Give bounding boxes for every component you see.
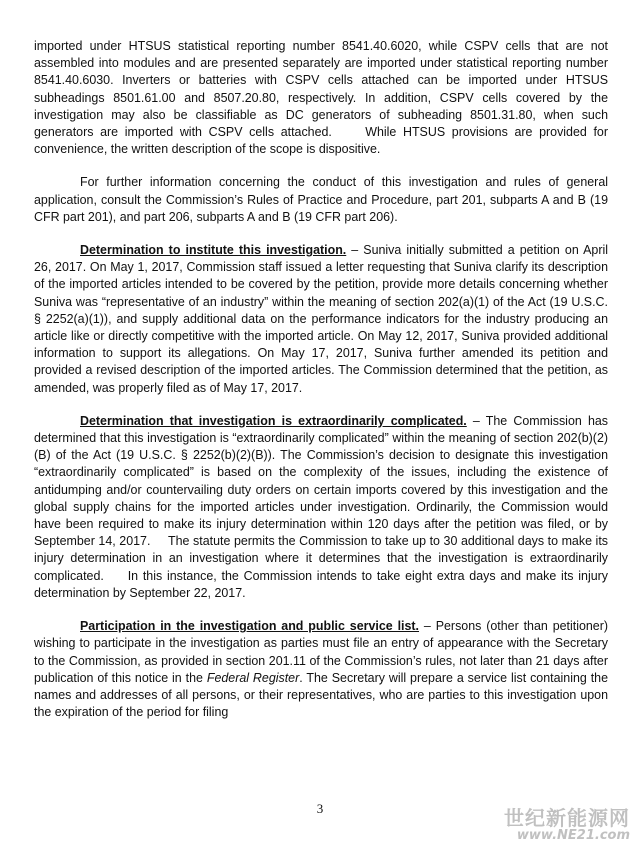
section-heading-institute: Determination to institute this investigation. bbox=[80, 243, 347, 258]
paragraph-body-institute: – Suniva initially submitted a petition on April 26, 2017. On May 1, 2017, Commission staff issued a letter requesting that Suniva clarify its description of the imported articles intended to be covered by the petition, provide more details concerning whether Suniva was “representative of an industry” within the meaning of section 202(a)(1) of the Act (19 U.S.C. § 2252(a)(1)), and supply additional data on the performance indicators for the industry producing an article like or directly competitive with the imported article. On May 12, 2017, Suniva provided additional information to support its allegations. On May 17, 2017, Suniva further amended its petition and provided a revised description of the imported articles. The Commission determined that the petition, as amended, was properly filed as of May 17, 2017. bbox=[34, 243, 612, 395]
paragraph-body-complicated: – The Commission has determined that this investigation is “extraordinarily complicated” within the meaning of section 202(b)(2)(B) of the Act (19 U.S.C. § 2252(b)(2)(B)). The Commission’s decision to designate this investigation “extraordinarily complicated” is based on the complexity of the issues, including the existence of antidumping and/or countervailing duty orders on certain imports covered by this investigation and the global supply chains for the imported articles under investigation. Ordinarily, the Commission would have been required to make its injury determination within 120 days after the petition was filed, or by September 14, 2017. The statute permits the Commission to take up to 30 additional days to make its injury determination in an investigation where it determines that the investigation is extraordinarily complicated. In this instance, the Commission intends to take eight extra days and make its injury determination by September 22, 2017. bbox=[34, 413, 612, 600]
paragraph-hts-classification: imported under HTSUS statistical reporting number 8541.40.6020, while CSPV cells that are not assembled into modules and are presented separately are imported under statistical reporting number 8541.40.6030. Inverters or batteries with CSPV cells attached can be imported under HTSUS subheadings 8501.61.00 and 8507.20.80, respectively. In addition, CSPV cells covered by the investigation may also be classifiable as DC generators of subheading 8501.31.80, when such generators are imported with CSPV cells attached. While HTSUS provisions are provided for convenience, the written description of the scope is dispositive. bbox=[34, 39, 612, 157]
document-body bbox=[34, 38, 612, 737]
paragraph-body-participation-part2: . The Secretary will prepare a service list containing the names and addresses of all persons, or their representatives, who are parties to this investigation upon the expiration of the period for filing bbox=[34, 670, 608, 720]
paragraph-further-information: For further information concerning the conduct of this investigation and rules of general application, consult the Commission’s Rules of Practice and Procedure, part 201, subparts A and B (19 CFR part 201), and part 206, subparts A and B (19 CFR part 206). bbox=[34, 175, 608, 224]
federal-register-citation: Federal Register bbox=[206, 670, 300, 685]
section-heading-participation: Participation in the investigation and public service list. bbox=[80, 619, 420, 634]
watermark-chinese-text: 世纪新能源网 bbox=[504, 805, 630, 830]
paragraph-participation bbox=[34, 618, 608, 721]
page-number: 3 bbox=[316, 801, 324, 816]
section-heading-complicated: Determination that investigation is extraordinarily complicated. bbox=[80, 413, 467, 428]
paragraph-determination-to-institute bbox=[34, 242, 612, 397]
paragraph-extraordinarily-complicated bbox=[34, 413, 612, 602]
watermark bbox=[504, 807, 630, 843]
paragraph-body-participation-part1: – Persons (other than petitioner) wishing to participate in the investigation as parties must file an entry of appearance with the Secretary to the Commission, as provided in section 201.11 of the Commission’s rules, not later than 21 days after publication of this notice in the bbox=[34, 619, 609, 685]
watermark-url: www.NE21.com bbox=[516, 827, 630, 843]
